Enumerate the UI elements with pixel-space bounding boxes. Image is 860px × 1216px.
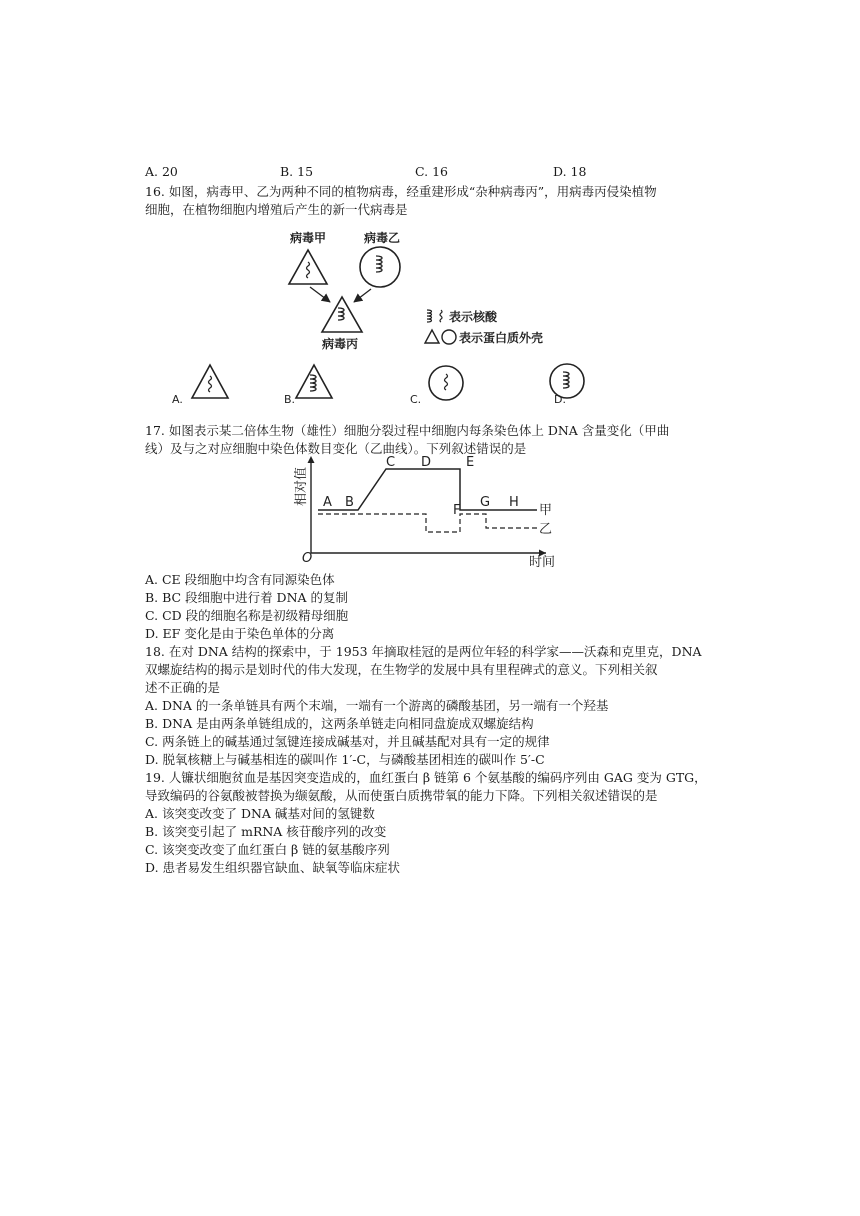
point-label-e: E: [466, 455, 475, 470]
point-label-c: C: [386, 455, 396, 470]
legend-shell-label: 表示蛋白质外壳: [459, 331, 544, 345]
q17-chart: [0, 0, 860, 580]
point-label-f: F: [453, 503, 461, 518]
q19-option-b: B. 该突变引起了 mRNA 核苷酸序列的改变: [145, 824, 387, 839]
q18-stem-line1: 18. 在对 DNA 结构的探索中，于 1953 年摘取桂冠的是两位年轻的科学家——沃森和克里克，DNA: [145, 644, 702, 659]
q19-option-a: A. 该突变改变了 DNA 碱基对间的氢键数: [145, 806, 375, 821]
virus-a-label: 病毒甲: [290, 231, 327, 245]
q18-option-d: D. 脱氧核糖上与碱基相连的碳叫作 1′-C，与磷酸基团相连的碳叫作 5′-C: [145, 752, 545, 767]
q17-option-c: C. CD 段的细胞名称是初级精母细胞: [145, 608, 349, 623]
chart-xlabel: 时间: [529, 555, 556, 570]
point-label-d: D: [421, 455, 432, 470]
q18-stem-line3: 述不正确的是: [145, 680, 221, 695]
q18-stem-line2: 双螺旋结构的揭示是划时代的伟大发现，在生物学的发展中具有里程碑式的意义。下列相关叙: [145, 662, 658, 677]
q18-option-c: C. 两条链上的碱基通过氢键连接成碱基对，并且碱基配对具有一定的规律: [145, 734, 550, 749]
q16-stem-line1: 16. 如图，病毒甲、乙为两种不同的植物病毒，经重建形成“杂种病毒丙”，用病毒丙侵染植物: [145, 184, 657, 199]
q18-option-b: B. DNA 是由两条单链组成的，这两条单链走向相同盘旋成双螺旋结构: [145, 716, 534, 731]
q18-option-a: A. DNA 的一条单链具有两个末端，一端有一个游离的磷酸基团，另一端有一个羟基: [145, 698, 609, 713]
q19-stem-line2: 导致编码的谷氨酸被替换为缬氨酸，从而使蛋白质携带氧的能力下降。下列相关叙述错误的是: [145, 788, 658, 803]
point-label-g: G: [480, 495, 491, 510]
series-yi-line: [318, 514, 537, 532]
point-label-a: A: [323, 495, 332, 510]
q16-option-a-label: A.: [172, 393, 183, 406]
q15-option-d: D. 18: [553, 164, 587, 179]
q15-option-c: C. 16: [415, 164, 448, 179]
chart-origin: O: [302, 551, 313, 566]
q15-option-b: B. 15: [280, 164, 314, 179]
chart-ylabel: 相对值: [294, 466, 309, 506]
q17-option-d: D. EF 变化是由于染色单体的分离: [145, 626, 335, 641]
q16-option-c-label: C.: [410, 393, 422, 406]
point-label-h: H: [509, 495, 519, 510]
q16-option-b-label: B.: [284, 393, 296, 406]
q17-option-a: A. CE 段细胞中均含有同源染色体: [145, 572, 335, 587]
virus-b-label: 病毒乙: [364, 231, 401, 245]
point-label-b: B: [345, 495, 354, 510]
q16-option-d-label: D.: [554, 393, 566, 406]
y-axis-arrow-icon: [308, 456, 315, 463]
series-jia-label: 甲: [539, 503, 553, 518]
q19-option-c: C. 该突变改变了血红蛋白 β 链的氨基酸序列: [145, 842, 390, 857]
q16-stem-line2: 细胞，在植物细胞内增殖后产生的新一代病毒是: [145, 202, 408, 217]
q17-stem-line1: 17. 如图表示某二倍体生物（雄性）细胞分裂过程中细胞内每条染色体上 DNA 含量变化（甲曲: [145, 423, 670, 438]
q15-option-a: A. 20: [145, 164, 178, 179]
q17-option-b: B. BC 段细胞中进行着 DNA 的复制: [145, 590, 349, 605]
q17-stem-line2: 线）及与之对应细胞中染色体数目变化（乙曲线）。下列叙述错误的是: [145, 441, 527, 456]
legend-nucleic-label: 表示核酸: [449, 310, 498, 324]
q19-option-d: D. 患者易发生组织器官缺血、缺氧等临床症状: [145, 860, 401, 875]
q19-stem-line1: 19. 人镰状细胞贫血是基因突变造成的，血红蛋白 β 链第 6 个氨基酸的编码序列由 GAG 变为 GTG，: [145, 770, 707, 785]
series-yi-label: 乙: [539, 522, 553, 537]
virus-c-label: 病毒丙: [322, 337, 359, 351]
